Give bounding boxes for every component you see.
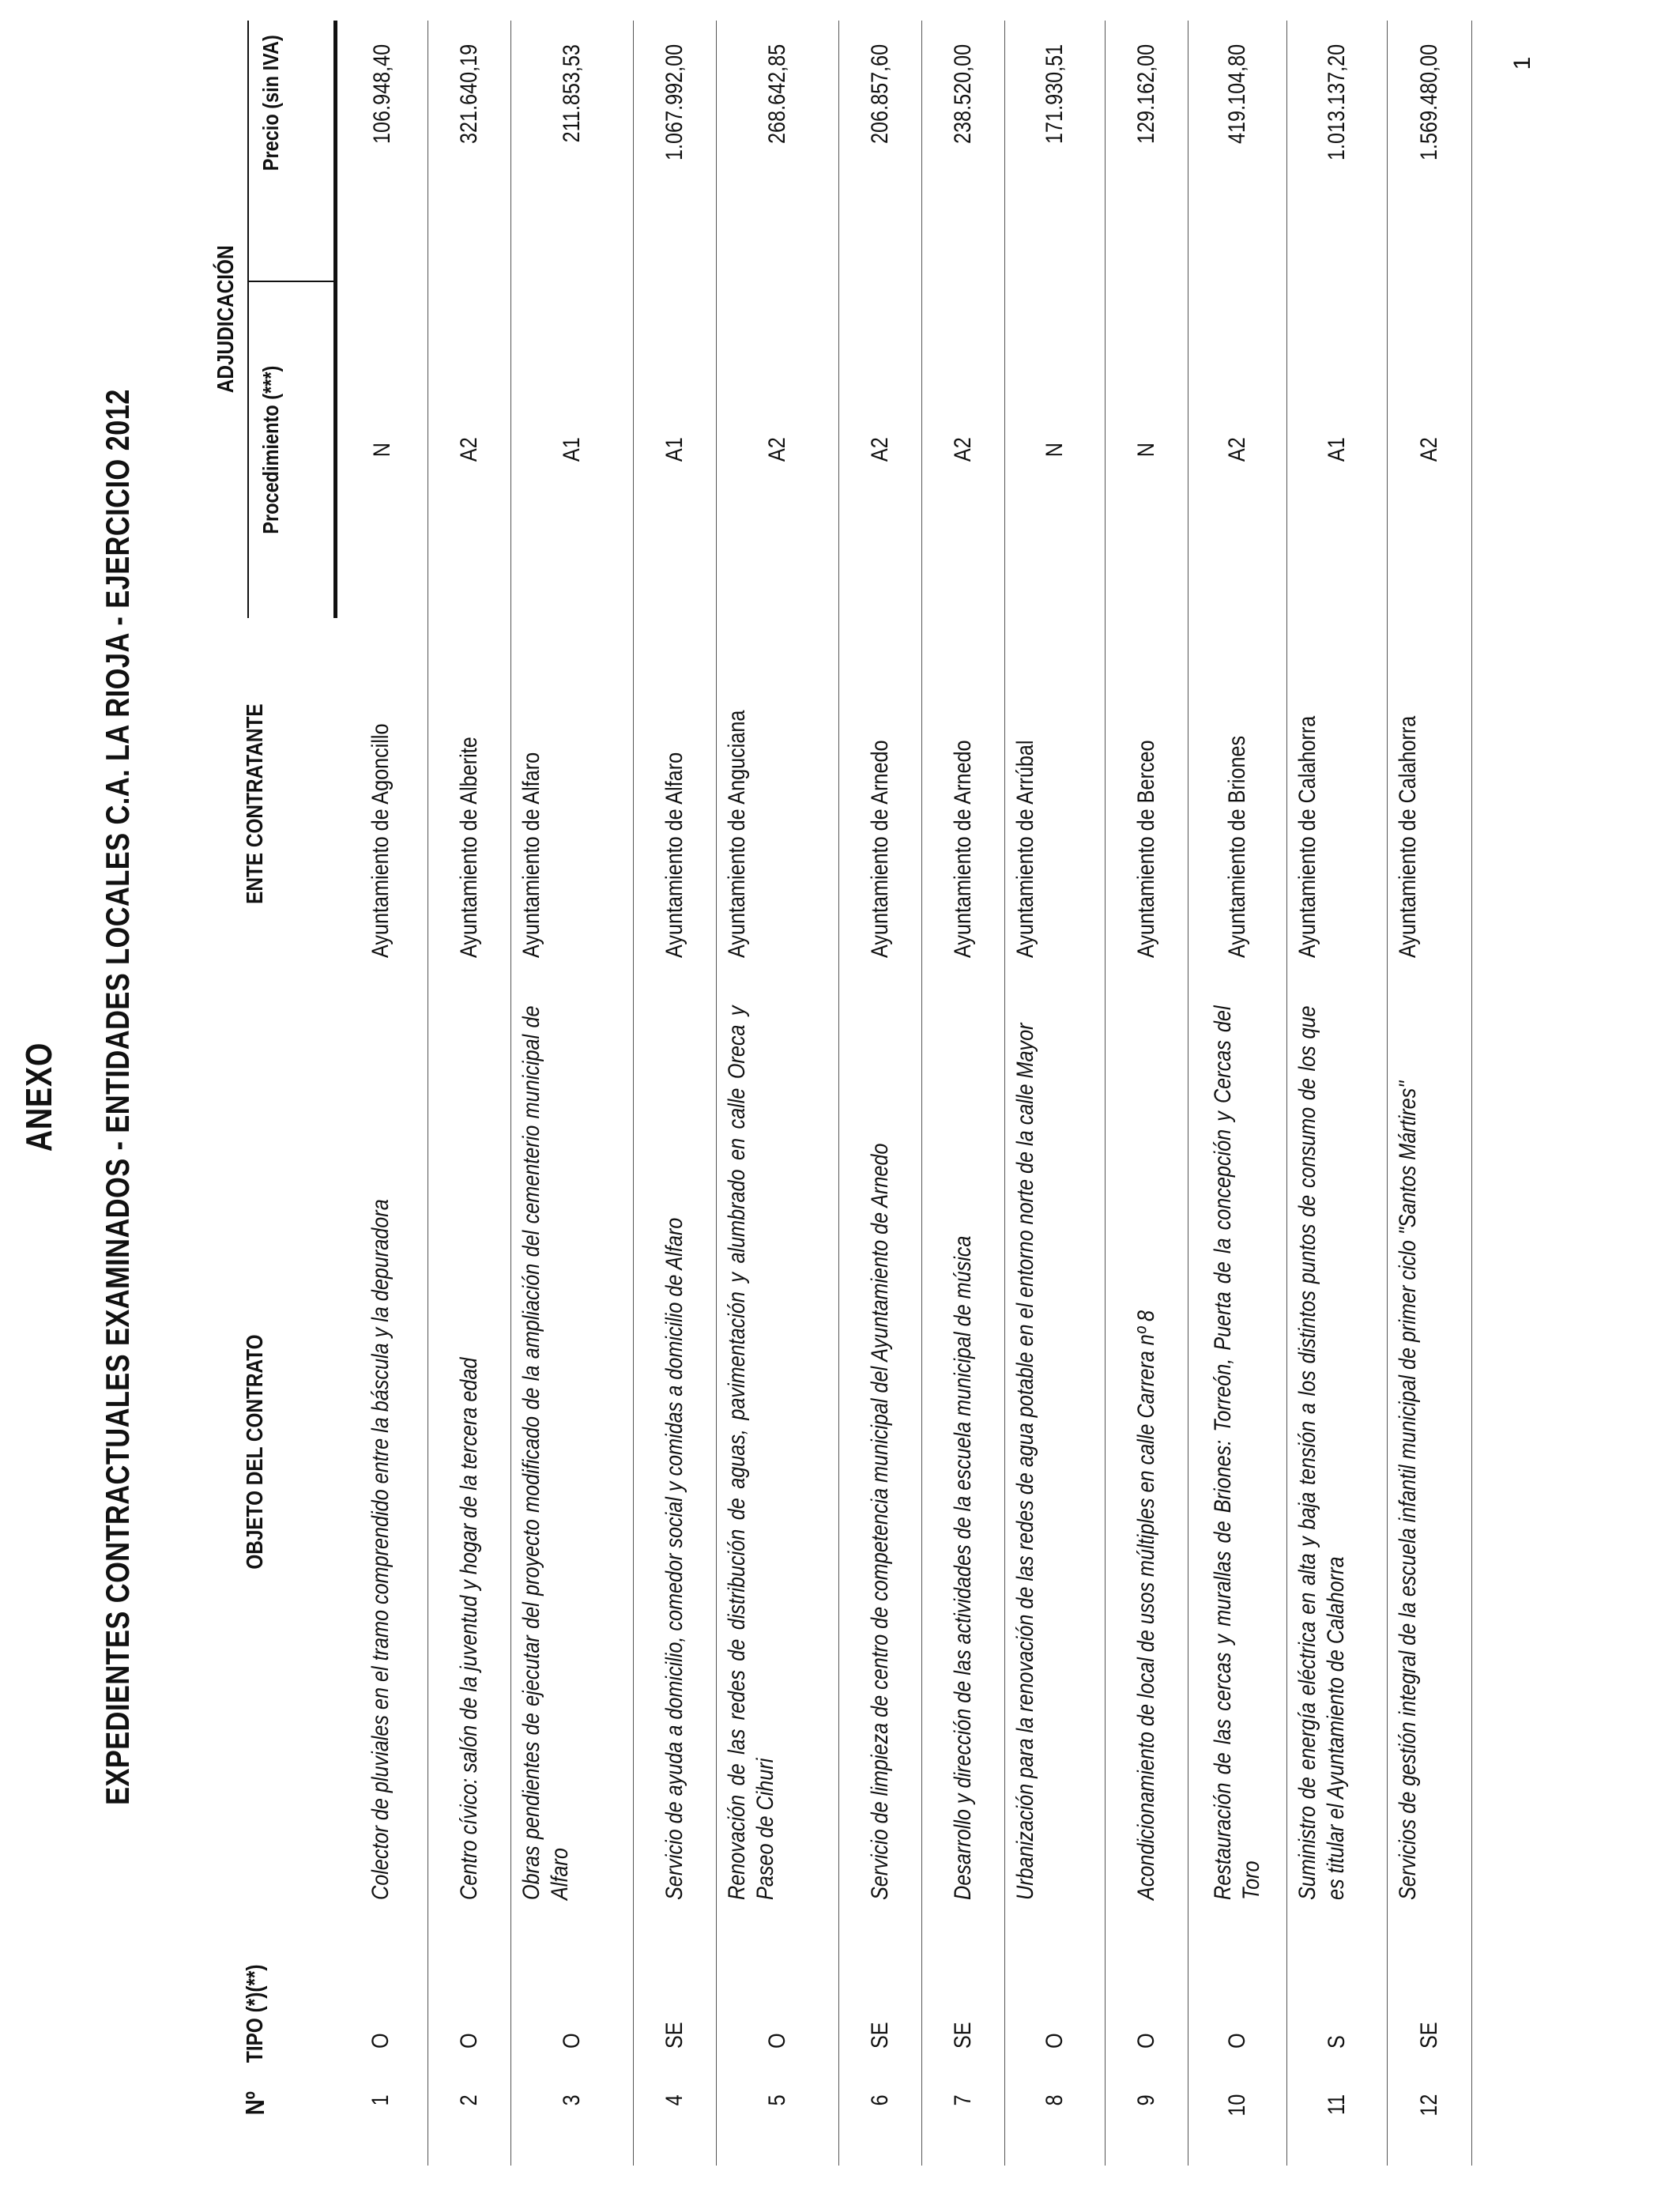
cell-tipo: O: [1223, 2033, 1250, 2049]
cell-ente: Ayuntamiento de Agoncillo: [367, 723, 394, 958]
cell-num: 1: [367, 2094, 394, 2106]
cell-tipo: SE: [866, 2022, 893, 2049]
cell-ente: Ayuntamiento de Arrúbal: [1011, 740, 1038, 958]
cell-objeto: Acondicionamiento de local de usos múltiples en calle Carrera nº 8: [1132, 1310, 1159, 1900]
cell-precio: 1.013.137,20: [1323, 44, 1350, 161]
cell-num: 8: [1041, 2094, 1068, 2106]
table-row: [1004, 21, 1105, 2166]
table-row: [510, 21, 633, 2166]
cell-precio: 419.104,80: [1223, 44, 1250, 145]
cell-objeto: Obras pendientes de ejecutar del proyecto modificado de la ampliación del cementerio municipal de Alfaro: [518, 1005, 573, 1900]
table-row: [1387, 21, 1471, 2166]
table-body: [335, 21, 1471, 2166]
cell-procedimiento: A2: [866, 437, 893, 462]
cell-procedimiento: A2: [455, 437, 482, 462]
header-precio: Precio (sin IVA): [248, 21, 335, 281]
cell-precio: 1.569.480,00: [1415, 44, 1442, 161]
cell-procedimiento: A1: [558, 437, 585, 462]
cell-precio: 129.162,00: [1132, 44, 1159, 145]
table-row: [335, 21, 428, 2166]
cell-ente: Ayuntamiento de Briones: [1223, 735, 1250, 958]
cell-precio: 171.930,51: [1041, 44, 1068, 145]
cell-precio: 238.520,00: [949, 44, 976, 145]
page-number: 1: [1509, 56, 1535, 70]
cell-num: 11: [1323, 2094, 1350, 2116]
cell-objeto: Restauración de las cercas y murallas de Briones: Torreón, Puerta de la concepción y Cercas del Toro: [1209, 1005, 1264, 1900]
cell-ente: Ayuntamiento de Berceo: [1132, 740, 1159, 958]
cell-num: 6: [866, 2094, 893, 2106]
cell-procedimiento: A2: [949, 437, 976, 462]
cell-precio: 1.067.992,00: [661, 44, 687, 161]
cell-ente: Ayuntamiento de Calahorra: [1294, 715, 1320, 958]
cell-procedimiento: A2: [763, 437, 790, 462]
header-objeto: OBJETO DEL CONTRATO: [242, 1334, 268, 1570]
cell-num: 3: [558, 2094, 585, 2106]
cell-procedimiento: N: [1041, 442, 1068, 458]
header-ente: ENTE CONTRATANTE: [242, 703, 268, 904]
cell-tipo: SE: [661, 2022, 687, 2049]
cell-procedimiento: A1: [661, 437, 687, 462]
cell-ente: Ayuntamiento de Anguciana: [723, 710, 750, 958]
cell-objeto: Renovación de las redes de distribución de aguas, pavimentación y alumbrado en calle Oreca y Paseo de Cihuri: [723, 1005, 778, 1900]
cell-objeto: Centro cívico: salón de la juventud y hogar de la tercera edad: [455, 1357, 482, 1900]
cell-num: 10: [1223, 2094, 1250, 2117]
cell-tipo: O: [367, 2033, 394, 2049]
cell-ente: Ayuntamiento de Alfaro: [661, 752, 687, 958]
table-row: [428, 21, 510, 2166]
cell-precio: 211.853,53: [558, 44, 585, 143]
cell-tipo: O: [1132, 2033, 1159, 2049]
cell-ente: Ayuntamiento de Arnedo: [866, 740, 893, 958]
table-row: [1188, 21, 1286, 2166]
cell-procedimiento: N: [368, 442, 395, 458]
cell-tipo: SE: [949, 2022, 976, 2049]
cell-precio: 206.857,60: [866, 44, 893, 145]
annex-title: ANEXO: [18, 1042, 59, 1152]
cell-tipo: O: [558, 2033, 585, 2049]
cell-objeto: Urbanización para la renovación de las redes de agua potable en el entorno norte de la calle Mayor: [1011, 1023, 1038, 1900]
cell-ente: Ayuntamiento de Alfaro: [518, 752, 544, 958]
cell-tipo: O: [763, 2033, 790, 2049]
header-adjudicacion: ADJUDICACIÓN: [175, 21, 248, 618]
contracts-table: [175, 21, 1472, 2166]
header-num: Nº: [240, 2091, 269, 2116]
cell-num: 4: [661, 2094, 687, 2106]
cell-objeto: Servicio de limpieza de centro de competencia municipal del Ayuntamiento de Arnedo: [866, 1143, 893, 1900]
cell-num: 7: [949, 2094, 976, 2106]
table-header: [175, 21, 335, 2166]
cell-objeto: Colector de pluviales en el tramo comprendido entre la báscula y la depuradora: [367, 1199, 394, 1900]
cell-precio: 268.642,85: [763, 44, 790, 145]
table-row: [633, 21, 716, 2166]
cell-ente: Ayuntamiento de Arnedo: [949, 740, 976, 958]
cell-ente: Ayuntamiento de Calahorra: [1394, 715, 1421, 958]
table-row: [1286, 21, 1387, 2166]
table-row: [838, 21, 921, 2166]
cell-precio: 106.948,40: [368, 44, 395, 145]
cell-tipo: O: [455, 2033, 482, 2049]
cell-tipo: SE: [1415, 2022, 1442, 2049]
cell-procedimiento: A2: [1223, 437, 1250, 462]
table-row: [921, 21, 1004, 2166]
cell-procedimiento: N: [1132, 442, 1159, 458]
cell-objeto: Servicio de ayuda a domicilio, comedor social y comidas a domicilio de Alfaro: [661, 1217, 687, 1900]
cell-procedimiento: A1: [1323, 437, 1350, 462]
cell-ente: Ayuntamiento de Alberite: [455, 737, 482, 958]
cell-tipo: O: [1041, 2033, 1068, 2049]
cell-objeto: Servicios de gestión integral de la escuela infantil municipal de primer ciclo "Santos Mártires": [1394, 1080, 1421, 1900]
cell-num: 2: [455, 2094, 482, 2106]
cell-objeto: Suministro de energía eléctrica en alta y baja tensión a los distintos puntos de consumo de los que es titular el Ayuntamiento de Calahorra: [1294, 1005, 1349, 1900]
cell-precio: 321.640,19: [455, 44, 482, 145]
cell-tipo: S: [1323, 2035, 1350, 2049]
cell-num: 9: [1132, 2094, 1159, 2106]
header-tipo: TIPO (*)(**): [242, 1964, 268, 2063]
cell-procedimiento: A2: [1415, 437, 1442, 462]
table-row: [716, 21, 838, 2166]
cell-objeto: Desarrollo y dirección de las actividades de la escuela municipal de música: [949, 1235, 976, 1900]
table-row: [1105, 21, 1188, 2166]
cell-num: 12: [1415, 2094, 1442, 2117]
document-title: EXPEDIENTES CONTRACTUALES EXAMINADOS - ENTIDADES LOCALES C.A. LA RIOJA - EJERCICIO 2012: [99, 389, 136, 1805]
header-procedimiento: Procedimiento (***): [248, 281, 335, 618]
cell-num: 5: [763, 2094, 790, 2106]
